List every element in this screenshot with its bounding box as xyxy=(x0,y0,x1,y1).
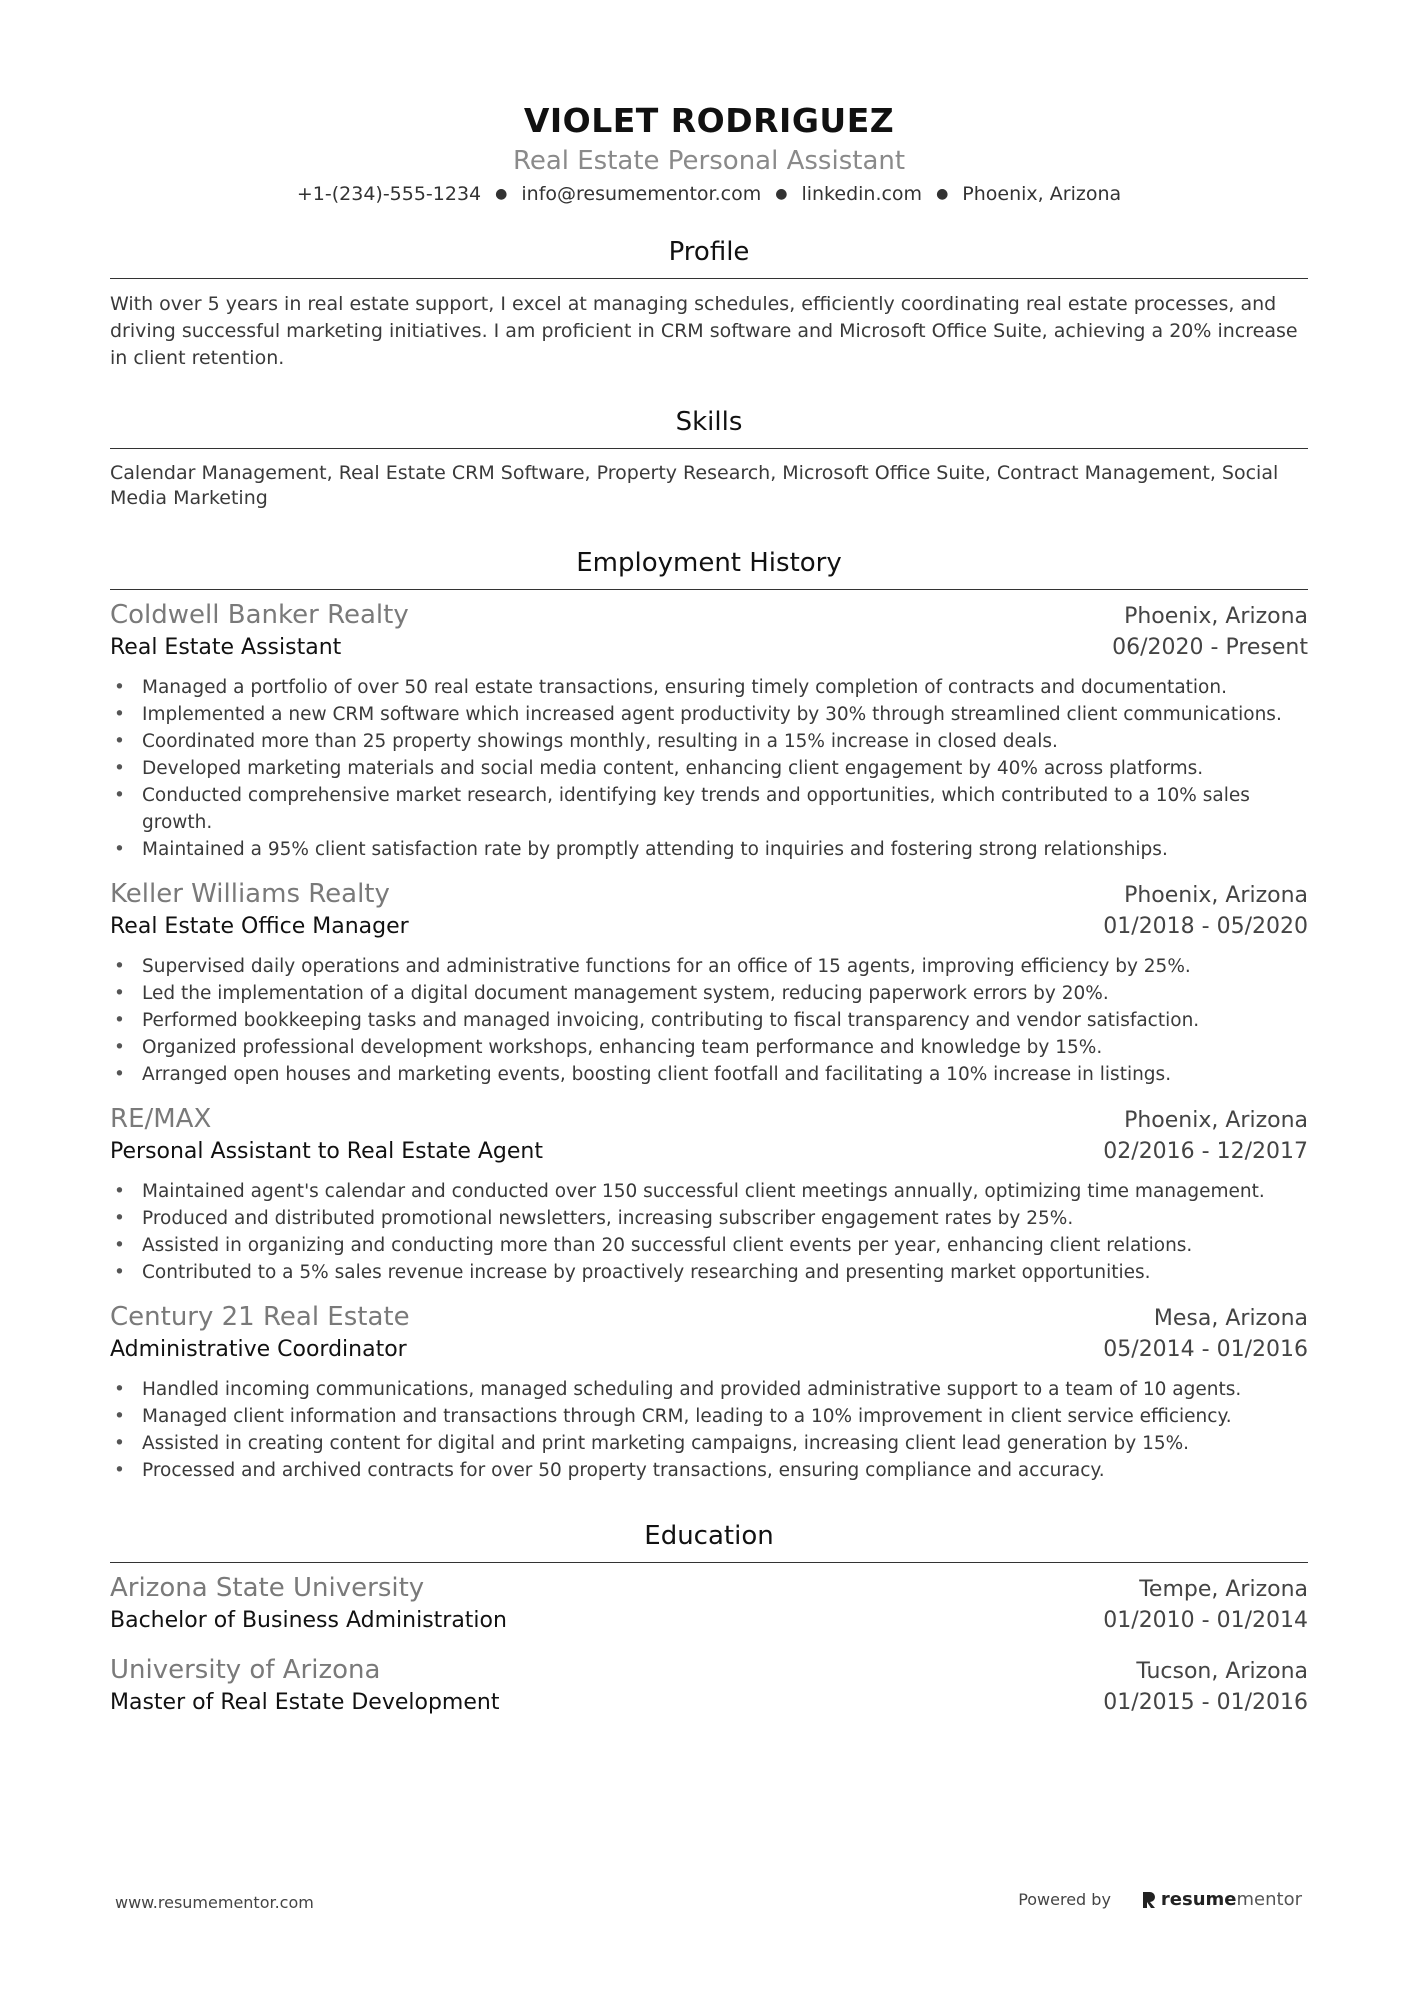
profile-text: With over 5 years in real estate support, I excel at managing schedules, efficiently coordinating real estate processes, and driving successful marketing initiatives. I am proficient in CRM software and Microsoft Office Suite, achieving a 20% increase in client retention. xyxy=(110,293,1298,369)
education-header-row xyxy=(110,1653,1308,1687)
email-link[interactable]: info@resumementor.com xyxy=(521,183,762,205)
section-title-skills: Skills xyxy=(110,406,1308,449)
bullet-item: • Conducted comprehensive market research, identifying key trends and opportunities, which contributed to a 10% sales growth. xyxy=(110,782,1308,836)
education-dates: 01/2015 - 01/2016 xyxy=(1103,1690,1308,1715)
degree: Master of Real Estate Development xyxy=(110,1690,500,1715)
company-name: Keller Williams Realty xyxy=(110,879,390,909)
bullet-item: • Supervised daily operations and administrative functions for an office of 15 agents, improving efficiency by 25%. xyxy=(110,953,1308,980)
separator-dot: ● xyxy=(495,186,508,202)
job-header-row xyxy=(110,1300,1308,1334)
education-header-row xyxy=(110,1571,1308,1605)
bullet-item: • Maintained a 95% client satisfaction rate by promptly attending to inquiries and fostering strong relationships. xyxy=(110,836,1308,863)
bullet-item: • Handled incoming communications, managed scheduling and provided administrative support to a team of 10 agents. xyxy=(110,1376,1308,1403)
job-role-row xyxy=(110,911,1308,943)
profile-section xyxy=(110,236,1308,372)
bullet-item: • Contributed to a 5% sales revenue increase by proactively researching and presenting market opportunities. xyxy=(110,1259,1308,1286)
phone: +1-(234)-555-1234 xyxy=(296,183,482,205)
bullet-item: • Coordinated more than 25 property showings monthly, resulting in a 15% increase in closed deals. xyxy=(110,728,1308,755)
powered-by-label: Powered by xyxy=(1018,1890,1111,1909)
education-degree-row xyxy=(110,1605,1308,1637)
candidate-name: VIOLET RODRIGUEZ xyxy=(523,101,895,140)
job-role-row xyxy=(110,1334,1308,1366)
job-list xyxy=(110,598,1308,1484)
job-bullets xyxy=(110,674,1308,863)
degree: Bachelor of Business Administration xyxy=(110,1608,507,1633)
resume-header xyxy=(110,0,1308,208)
job-title: Real Estate Assistant xyxy=(110,635,342,660)
job-location: Phoenix, Arizona xyxy=(1124,883,1308,908)
job-header-row xyxy=(110,877,1308,911)
school-name: University of Arizona xyxy=(110,1655,381,1685)
job-dates: 02/2016 - 12/2017 xyxy=(1103,1139,1308,1164)
bullet-item: • Assisted in creating content for digital and print marketing campaigns, increasing client lead generation by 15%. xyxy=(110,1430,1308,1457)
bullet-item: • Led the implementation of a digital document management system, reducing paperwork errors by 20%. xyxy=(110,980,1308,1007)
job-header-row xyxy=(110,598,1308,632)
brand-bold: resume xyxy=(1160,1889,1237,1910)
education-list xyxy=(110,1571,1308,1719)
job-entry xyxy=(110,598,1308,863)
job-entry xyxy=(110,1300,1308,1484)
school-location: Tempe, Arizona xyxy=(1139,1577,1308,1602)
resume-page xyxy=(110,0,1308,1719)
job-title: Real Estate Office Manager xyxy=(110,914,409,939)
job-role-row xyxy=(110,632,1308,664)
job-dates: 06/2020 - Present xyxy=(1112,635,1308,660)
job-title: Personal Assistant to Real Estate Agent xyxy=(110,1139,543,1164)
footer-website[interactable]: www.resumementor.com xyxy=(115,1893,314,1912)
job-bullets xyxy=(110,1376,1308,1484)
job-bullets xyxy=(110,953,1308,1088)
separator-dot: ● xyxy=(775,186,788,202)
job-entry xyxy=(110,1102,1308,1286)
job-location: Phoenix, Arizona xyxy=(1124,604,1308,629)
education-section xyxy=(110,1520,1308,1719)
brand-light: mentor xyxy=(1236,1889,1302,1910)
company-name: Century 21 Real Estate xyxy=(110,1302,410,1332)
brand-logo[interactable] xyxy=(1141,1889,1302,1910)
company-name: RE/MAX xyxy=(110,1104,212,1134)
location: Phoenix, Arizona xyxy=(962,183,1122,205)
contact-line xyxy=(110,180,1308,208)
bullet-item: • Developed marketing materials and social media content, enhancing client engagement by 40% across platforms. xyxy=(110,755,1308,782)
section-title-employment: Employment History xyxy=(110,547,1308,590)
job-bullets xyxy=(110,1178,1308,1286)
bullet-item: • Maintained agent's calendar and conducted over 150 successful client meetings annually, optimizing time management. xyxy=(110,1178,1308,1205)
bullet-item: • Implemented a new CRM software which increased agent productivity by 30% through streamlined client communications. xyxy=(110,701,1308,728)
job-title: Administrative Coordinator xyxy=(110,1337,407,1362)
company-name: Coldwell Banker Realty xyxy=(110,600,409,630)
skills-text: Calendar Management, Real Estate CRM Software, Property Research, Microsoft Office Suite, Contract Management, Social Media Marketing xyxy=(110,462,1279,509)
education-entry xyxy=(110,1571,1308,1637)
bullet-item: • Assisted in organizing and conducting more than 20 successful client events per year, enhancing client relations. xyxy=(110,1232,1308,1259)
job-location: Mesa, Arizona xyxy=(1153,1306,1308,1331)
school-location: Tucson, Arizona xyxy=(1136,1659,1308,1684)
candidate-title: Real Estate Personal Assistant xyxy=(512,146,906,176)
job-location: Phoenix, Arizona xyxy=(1124,1108,1308,1133)
education-degree-row xyxy=(110,1687,1308,1719)
bullet-item: • Managed a portfolio of over 50 real estate transactions, ensuring timely completion of contracts and documentation. xyxy=(110,674,1308,701)
footer-branding xyxy=(1018,1889,1302,1910)
job-entry xyxy=(110,877,1308,1088)
bullet-item: • Organized professional development workshops, enhancing team performance and knowledge by 15%. xyxy=(110,1034,1308,1061)
education-entry xyxy=(110,1653,1308,1719)
linkedin-link[interactable]: linkedin.com xyxy=(801,183,923,205)
job-header-row xyxy=(110,1102,1308,1136)
section-title-profile: Profile xyxy=(110,236,1308,279)
bullet-item: • Produced and distributed promotional newsletters, increasing subscriber engagement rates by 25%. xyxy=(110,1205,1308,1232)
bullet-item: • Processed and archived contracts for over 50 property transactions, ensuring compliance and accuracy. xyxy=(110,1457,1308,1484)
separator-dot: ● xyxy=(936,186,949,202)
job-role-row xyxy=(110,1136,1308,1168)
employment-section xyxy=(110,547,1308,1484)
job-dates: 05/2014 - 01/2016 xyxy=(1103,1337,1308,1362)
school-name: Arizona State University xyxy=(110,1573,425,1603)
bullet-item: • Arranged open houses and marketing events, boosting client footfall and facilitating a 10% increase in listings. xyxy=(110,1061,1308,1088)
skills-section xyxy=(110,406,1308,511)
section-title-education: Education xyxy=(110,1520,1308,1563)
education-dates: 01/2010 - 01/2014 xyxy=(1103,1608,1308,1633)
job-dates: 01/2018 - 05/2020 xyxy=(1103,914,1308,939)
bullet-item: • Managed client information and transactions through CRM, leading to a 10% improvement in client service efficiency. xyxy=(110,1403,1308,1430)
bullet-item: • Performed bookkeeping tasks and managed invoicing, contributing to fiscal transparency and vendor satisfaction. xyxy=(110,1007,1308,1034)
resumementor-logo-icon xyxy=(1141,1890,1157,1910)
